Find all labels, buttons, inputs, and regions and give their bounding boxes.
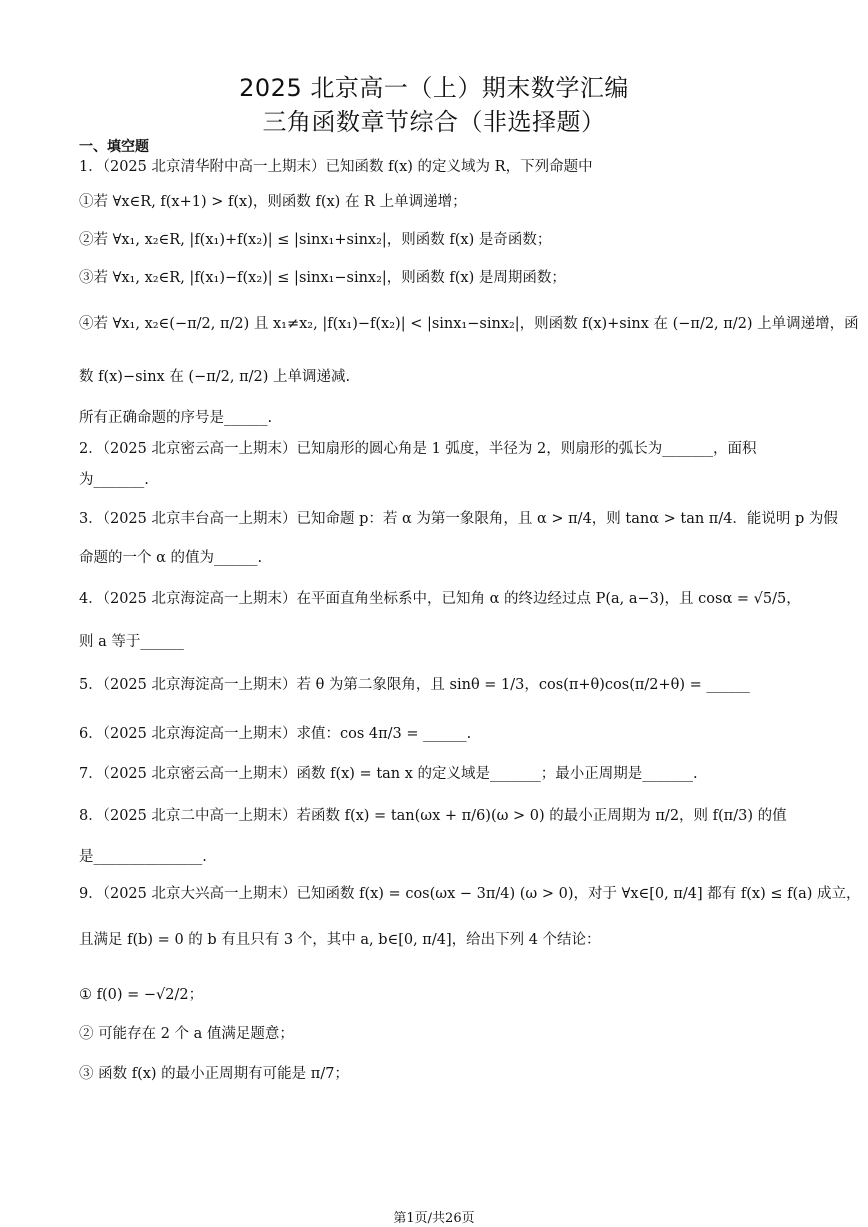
question-7: 7．（2025 北京密云高一上期末）函数 f(x) = tan x 的定义域是_______；最小正周期是_______.	[79, 766, 698, 782]
question-9-conclusion-3: ③ 函数 f(x) 的最小正周期有可能是 π/7；	[79, 1066, 349, 1082]
section-heading: 一、填空题	[79, 139, 149, 155]
question-2-stem: 2．（2025 北京密云高一上期末）已知扇形的圆心角是 1 弧度，半径为 2，则扇形的弧长为_______，面积	[79, 441, 757, 457]
question-3-cont: 命题的一个 α 的值为______.	[79, 550, 263, 566]
page-title: 2025 北京高一（上）期末数学汇编	[239, 74, 629, 102]
question-9-stem: 9．（2025 北京大兴高一上期末）已知函数 f(x) = cos(ωx − 3π/4) (ω > 0)，对于 ∀x∈[0, π/4] 都有 f(x) ≤ f(a) 成立，	[79, 886, 861, 902]
question-1-option-4: ④若 ∀x₁, x₂∈(−π/2, π/2) 且 x₁≠x₂, |f(x₁)−f(x₂)| < |sinx₁−sinx₂|，则函数 f(x)+sinx 在 (−π/2, π/2) 上单调递增，函	[79, 316, 859, 332]
question-5: 5．（2025 北京海淀高一上期末）若 θ 为第二象限角，且 sinθ = 1/3，cos(π+θ)cos(π/2+θ) = ______	[79, 677, 750, 693]
question-9-cont: 且满足 f(b) = 0 的 b 有且只有 3 个，其中 a, b∈[0, π/4]，给出下列 4 个结论：	[79, 932, 601, 948]
question-1-stem: 1．（2025 北京清华附中高一上期末）已知函数 f(x) 的定义域为 R，下列命题中	[79, 159, 593, 175]
question-6: 6．（2025 北京海淀高一上期末）求值：cos 4π/3 = ______.	[79, 726, 472, 742]
question-1-option-4-cont: 数 f(x)−sinx 在 (−π/2, π/2) 上单调递减.	[79, 369, 351, 385]
question-4-cont: 则 a 等于______	[79, 634, 184, 650]
page-number: 第1页/共26页	[393, 1211, 475, 1226]
question-8-cont: 是_______________.	[79, 849, 207, 865]
question-4-stem: 4．（2025 北京海淀高一上期末）在平面直角坐标系中，已知角 α 的终边经过点 P(a, a−3)，且 cosα = √5/5，	[79, 591, 801, 607]
question-2-cont: 为_______.	[79, 472, 149, 488]
question-1-option-1: ①若 ∀x∈R, f(x+1) > f(x)，则函数 f(x) 在 R 上单调递增；	[79, 194, 467, 210]
question-3-stem: 3．（2025 北京丰台高一上期末）已知命题 p：若 α 为第一象限角，且 α > π/4，则 tanα > tan π/4．能说明 p 为假	[79, 511, 838, 527]
question-9-conclusion-1: ① f(0) = −√2/2；	[79, 987, 204, 1003]
question-1-option-2: ②若 ∀x₁, x₂∈R, |f(x₁)+f(x₂)| ≤ |sinx₁+sinx₂|，则函数 f(x) 是奇函数；	[79, 232, 552, 248]
question-1-ask: 所有正确命题的序号是______.	[79, 410, 273, 426]
question-8-stem: 8．（2025 北京二中高一上期末）若函数 f(x) = tan(ωx + π/6)(ω > 0) 的最小正周期为 π/2，则 f(π/3) 的值	[79, 808, 787, 824]
question-9-conclusion-2: ② 可能存在 2 个 a 值满足题意；	[79, 1026, 294, 1042]
page-subtitle: 三角函数章节综合（非选择题）	[262, 108, 606, 136]
question-1-option-3: ③若 ∀x₁, x₂∈R, |f(x₁)−f(x₂)| ≤ |sinx₁−sinx₂|，则函数 f(x) 是周期函数；	[79, 270, 566, 286]
